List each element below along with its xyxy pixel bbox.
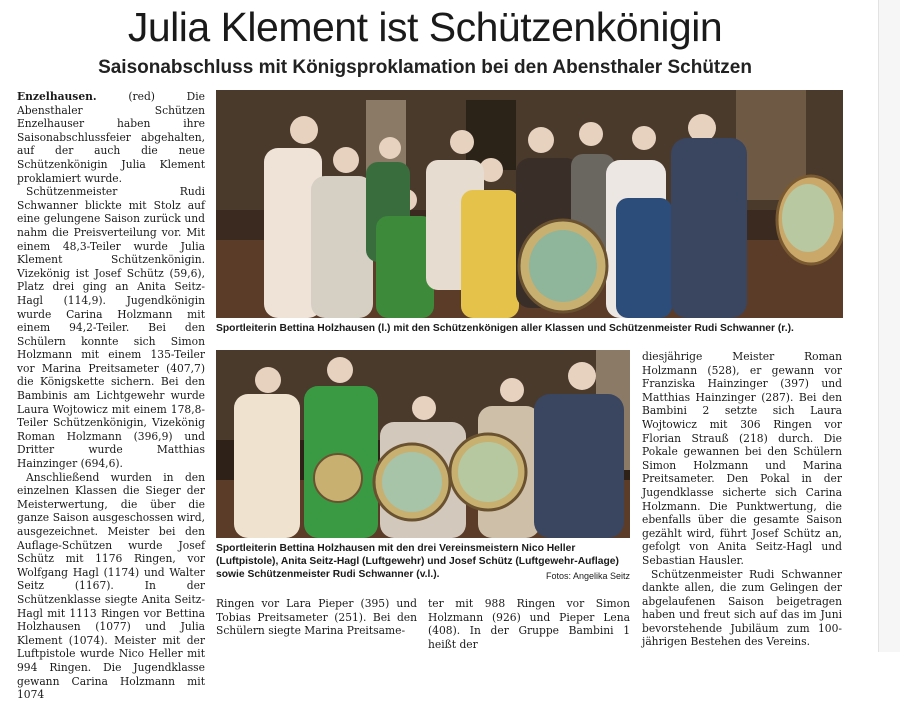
- paragraph-1-text: (red) Die Abensthaler Schützen Enzelhauser haben ihre Saisonabschlussfeier abgehalten, auf der auch die neue Schützenkönigin Julia Klement proklamiert wurde.: [17, 90, 205, 185]
- paragraph-3: Anschließend wurden in den einzelnen Klassen die Sieger der Meisterwertung, die über die ganze Saison ausgeschossen wird, ausgezeichnet. Meister bei den Auflage-Schützen wurde Josef Schütz mit 1176 Ringen, vor Wolfgang Hagl (1174) und Walter Seitz (1167). In der Schützenklasse siegte Anita Seitz-Hagl mit 1113 Ringen vor Bettina Holzhausen (1077) und Julia Klement (1074). Meister mit der Luftpistole wurde Nico Heller mit 994 Ringen. Die Jugendklasse gewann Carina Holzmann mit 1074: [17, 470, 205, 702]
- dateline: Enzelhausen.: [17, 90, 97, 103]
- article-column-3: [428, 597, 630, 651]
- article-column-1: [17, 90, 205, 702]
- group-photo-1: [216, 90, 843, 318]
- group-photo-2: [216, 350, 630, 538]
- page-margin-strip: [878, 0, 900, 652]
- headline: Julia Klement ist Schützenkönigin: [127, 4, 723, 50]
- photo-credit: Fotos: Angelika Seitz: [545, 571, 630, 581]
- photo-2-caption: [216, 542, 630, 583]
- photo-1-caption: Sportleiterin Bettina Holzhausen (l.) mit den Schützenkönigen aller Klassen und Schützenmeister Rudi Schwanner (r.).: [216, 323, 794, 334]
- paragraph-2: Schützenmeister Rudi Schwanner blickte mit Stolz auf eine gelungene Saison zurück und nahm die Preisverteilung vor. Mit einem 48,3-Teiler wurde Julia Klement Schützenkönigin. Vizekönig ist Josef Schütz (59,6), Platz drei ging an Anita Seitz-Hagl (114,9). Jugendkönigin wurde Carina Holzmann mit einem 94,2-Teiler. Bei den Schülern konnte sich Simon Holzmann mit einem 135-Teiler vor Marina Preitsameter (407,7) die Königskette sichern. Bei den Bambinis am Lichtgewehr wurde Laura Wojtowicz mit einem 178,8-Teiler Schützenkönigin, Vizekönig Roman Holzmann (396,9) und Dritter wurde Matthias Hainzinger (694,6).: [17, 185, 205, 471]
- article-column-2: [216, 597, 417, 638]
- paragraph-1: [17, 90, 205, 185]
- photo-2-caption-text: Sportleiterin Bettina Holzhausen mit den drei Vereinsmeistern Nico Heller (Luftpistole), Anita Seitz-Hagl (Luftgewehr) und Josef Schütz (Luftgewehr-Auflage) sowie Schützenmeister Rudi Schwanner (v.l.).: [216, 543, 619, 580]
- paragraph-col3: ter mit 988 Ringen vor Simon Holzmann (926) und Pieper Lena (408). In der Gruppe Bambini 1 heißt der: [428, 597, 630, 651]
- paragraph-col4-2: Schützenmeister Rudi Schwanner dankte allen, die zum Gelingen der abgelaufenen Saison beigetragen haben und freut sich auf das im Juni bevorstehende Jubiläum zum 100-jährigen Bestehen des Vereins.: [642, 567, 842, 649]
- article-column-4: [642, 350, 842, 649]
- paragraph-col2: Ringen vor Lara Pieper (395) und Tobias Preitsameter (251). Bei den Schülern siegte Marina Preitsame-: [216, 597, 417, 638]
- paragraph-col4-1: diesjährige Meister Roman Holzmann (528), er gewann vor Franziska Hainzinger (397) und Matthias Hainzinger (287). Bei den Bambini 2 setzte sich Laura Wojtowicz mit 306 Ringen vor Florian Strauß (218) durch. Die Pokale gewannen bei den Schülern Simon Holzmann und Marina Preitsameter. Den Pokal in der Jugendklasse sicherte sich Carina Holzmann. Die Punktwertung, die ebenfalls über die gesamte Saison gezählt wird, führt Josef Schütz an, gefolgt von Anita Seitz-Hagl und Sebastian Hausler.: [642, 350, 842, 567]
- subheadline: Saisonabschluss mit Königsproklamation bei den Abensthaler Schützen: [98, 57, 752, 78]
